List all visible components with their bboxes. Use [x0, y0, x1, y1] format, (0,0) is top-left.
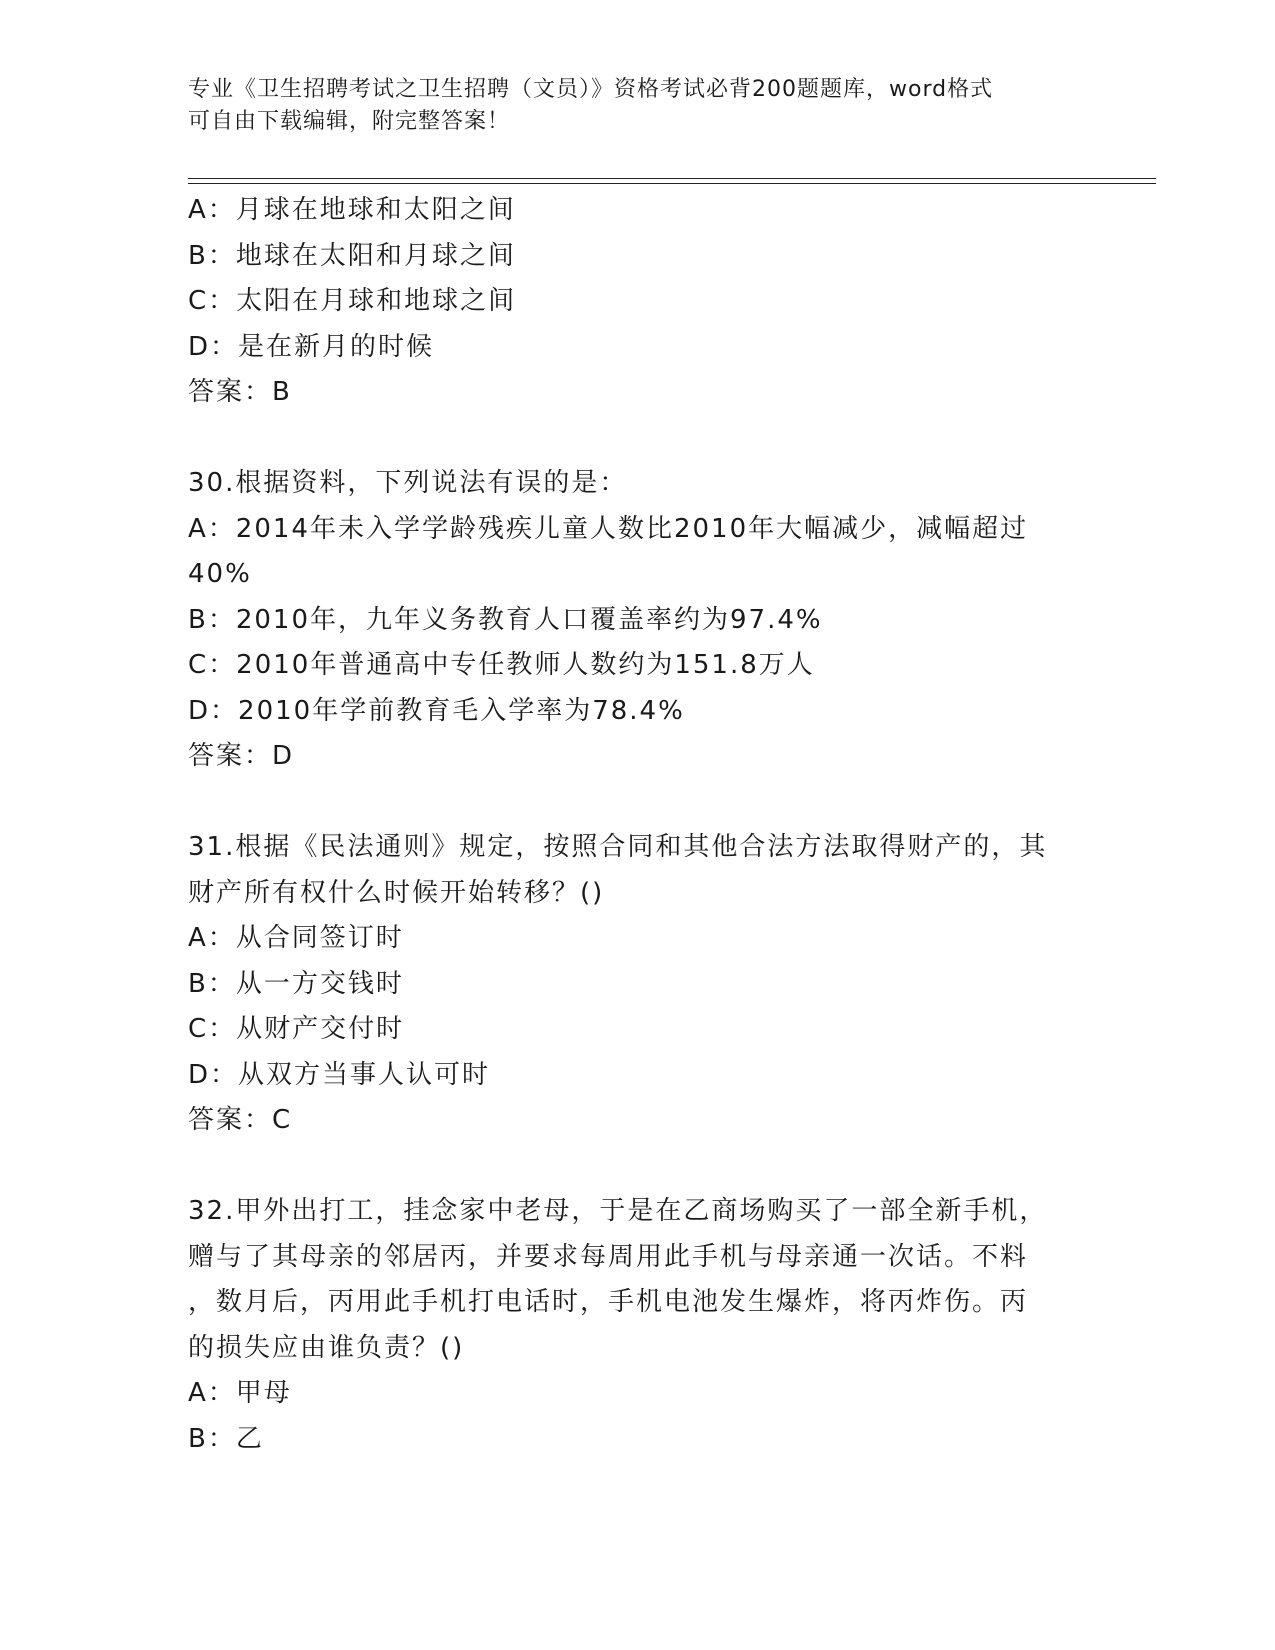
question-text-continued: ，数月后，丙用此手机打电话时，手机电池发生爆炸，将丙炸伤。丙 — [188, 1287, 1029, 1317]
question-text-continued: 财产所有权什么时候开始转移？() — [188, 877, 605, 908]
question-text: 31.根据《民法通则》规定，按照合同和其他合法方法取得财产的，其 — [188, 832, 1048, 862]
header-line-2: 可自由下载编辑，附完整答案！ — [188, 109, 511, 134]
question-29-block — [188, 188, 1088, 416]
question-text-continued: 的损失应由谁负责？() — [188, 1332, 465, 1363]
question-text: 32.甲外出打工，挂念家中老母，于是在乙商场购买了一部全新手机， — [188, 1196, 1048, 1226]
document-body — [188, 188, 1088, 1462]
option-c: C：2010年普通高中专任教师人数约为151.8万人 — [188, 650, 815, 680]
answer-line: 答案：C — [188, 1105, 293, 1135]
option-b: B：地球在太阳和月球之间 — [188, 240, 516, 271]
option-c: C：太阳在月球和地球之间 — [188, 286, 517, 316]
option-a: A：2014年未入学学龄残疾儿童人数比2010年大幅减少，减幅超过 — [188, 513, 1029, 544]
question-30-block — [188, 461, 1088, 780]
header-line-1: 专业《卫生招聘考试之卫生招聘（文员）》资格考试必背200题题库，word格式 — [188, 77, 994, 102]
answer-line: 答案：D — [188, 741, 295, 771]
answer-line: 答案：B — [188, 377, 292, 407]
option-b: B：2010年，九年义务教育人口覆盖率约为97.4% — [188, 604, 823, 635]
option-d: D：从双方当事人认可时 — [188, 1059, 491, 1090]
option-b: B：从一方交钱时 — [188, 968, 404, 999]
option-c: C：从财产交付时 — [188, 1014, 405, 1044]
option-d: D：2010年学前教育毛入学率为78.4% — [188, 695, 685, 726]
spacer — [188, 416, 1088, 462]
document-header — [188, 74, 1088, 138]
question-32-block — [188, 1189, 1088, 1462]
option-a: A：甲母 — [188, 1378, 292, 1408]
option-a-continued: 40% — [188, 559, 252, 589]
question-text-continued: 赠与了其母亲的邻居丙，并要求每周用此手机与母亲通一次话。不料 — [188, 1241, 1029, 1272]
option-b: B：乙 — [188, 1423, 264, 1454]
option-a: A：从合同签订时 — [188, 923, 404, 953]
option-d: D：是在新月的时候 — [188, 331, 435, 362]
header-divider-top — [188, 178, 1156, 179]
spacer — [188, 1144, 1088, 1190]
header-divider-bottom — [188, 183, 1156, 184]
question-31-block — [188, 825, 1088, 1144]
question-text: 30.根据资料，下列说法有误的是： — [188, 468, 628, 498]
option-a: A：月球在地球和太阳之间 — [188, 195, 516, 225]
spacer — [188, 780, 1088, 826]
